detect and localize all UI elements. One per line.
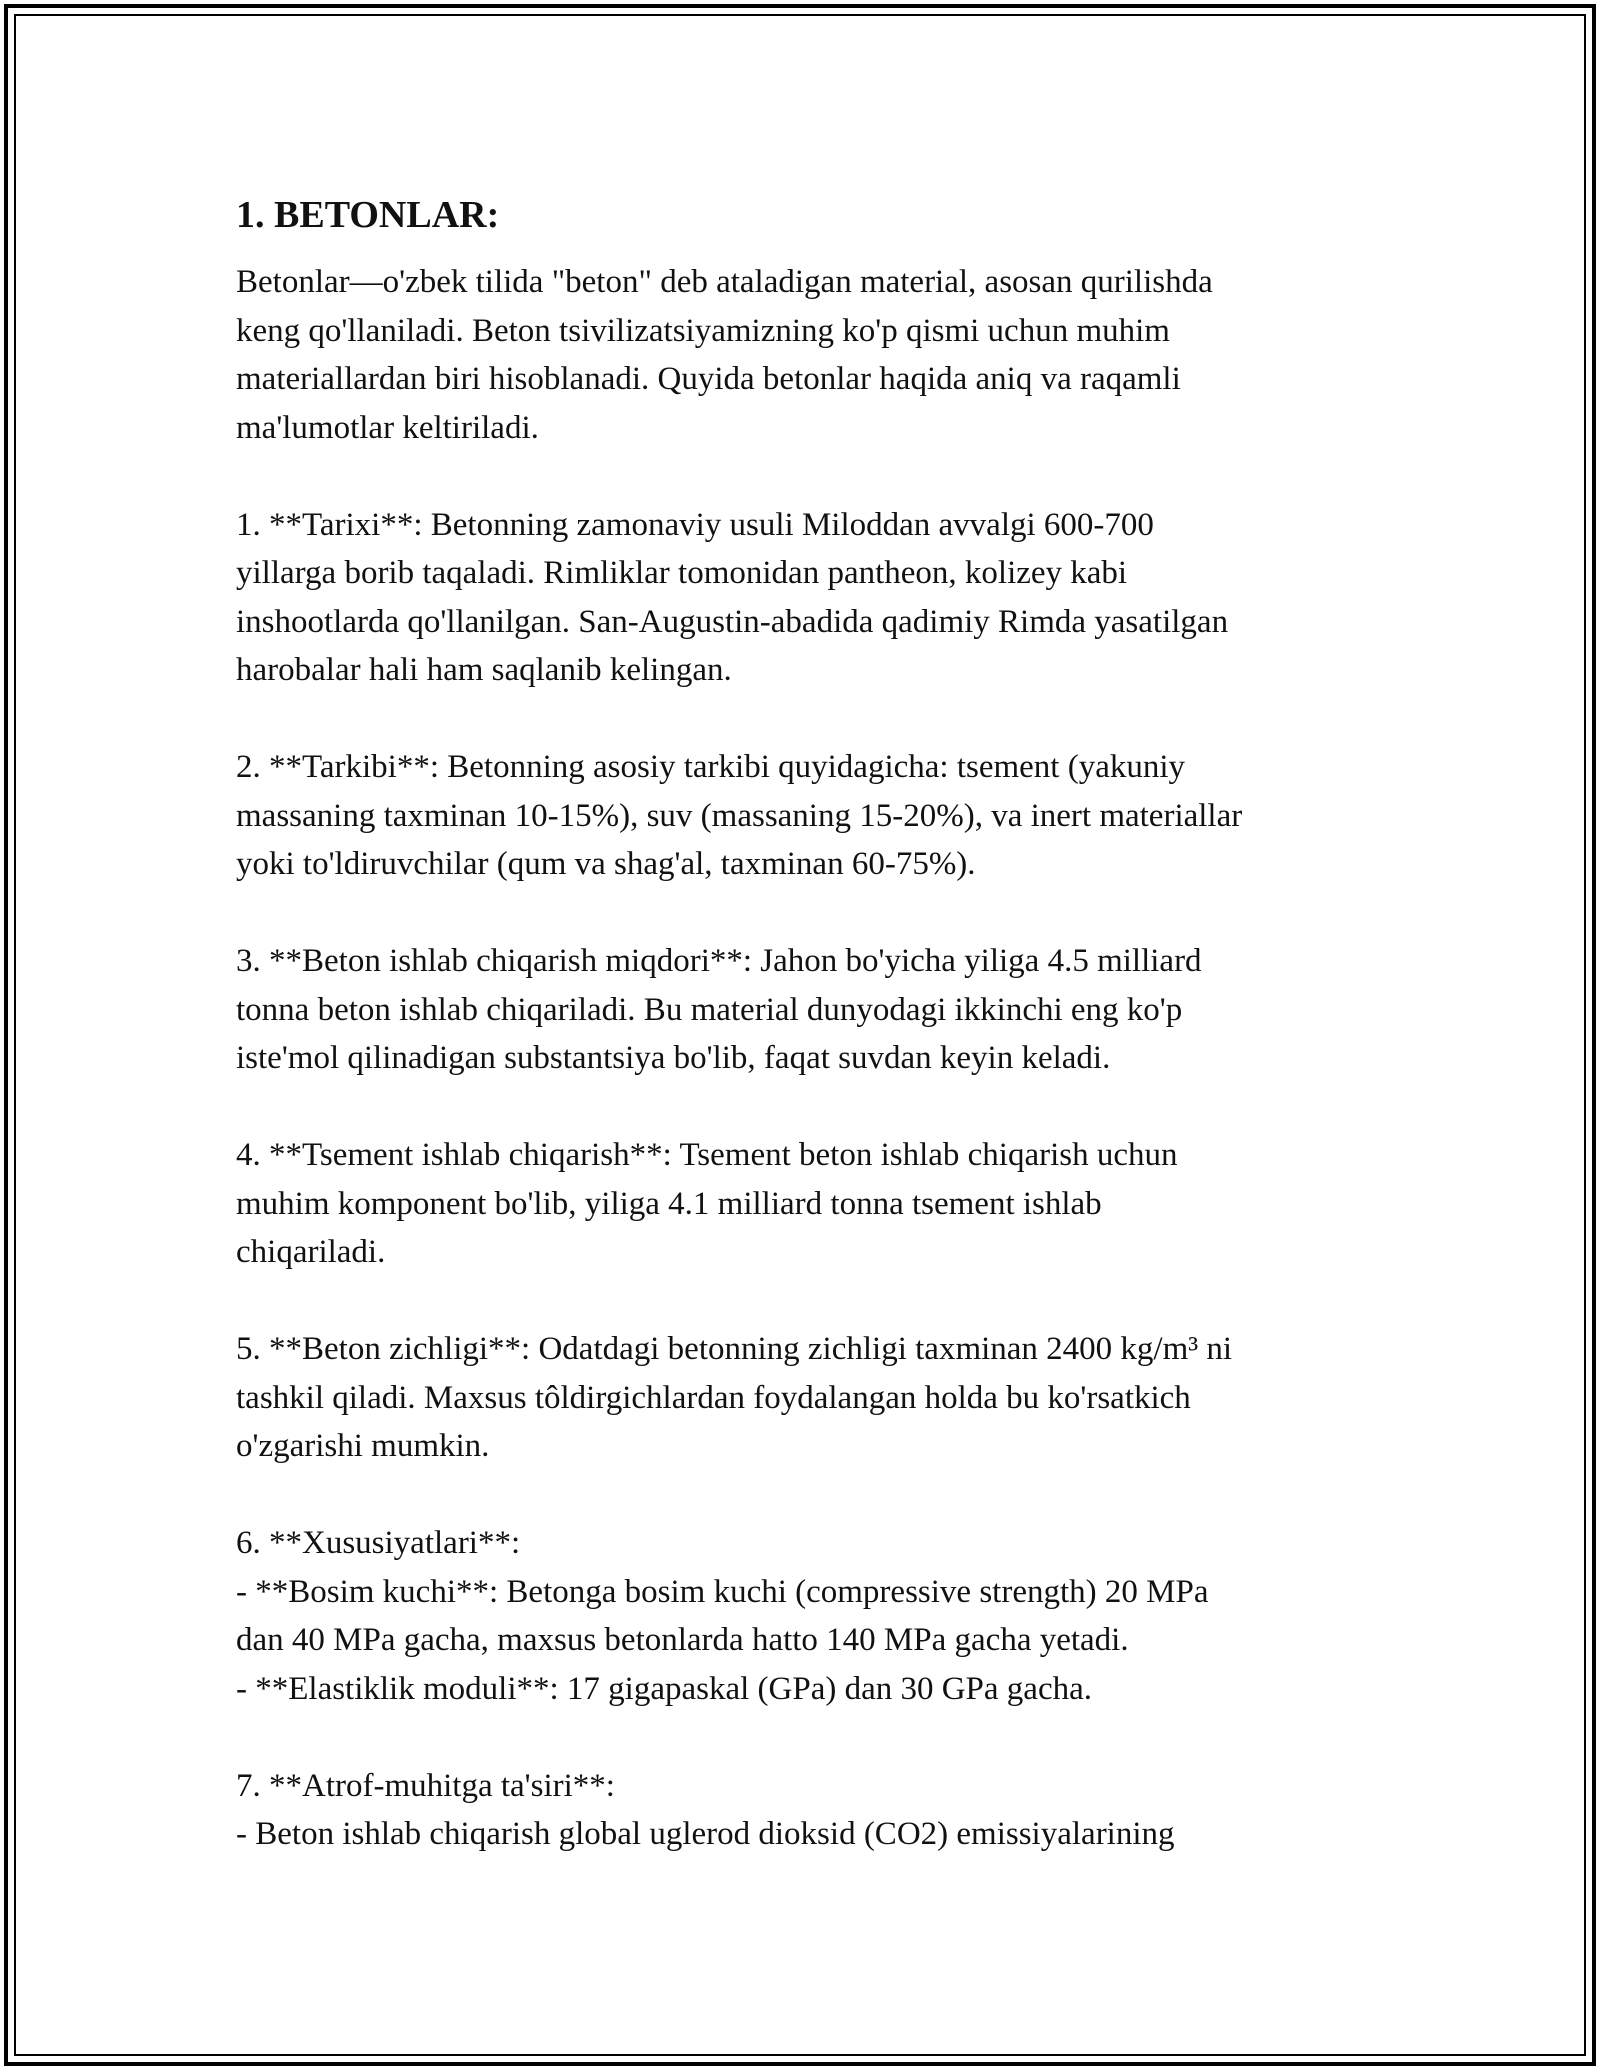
section-environmental-impact: 7. **Atrof-muhitga ta'siri**: - Beton ishlab chiqarish global uglerod dioksid (CO2) emissiyalarining — [236, 1767, 1175, 1852]
document-body — [236, 182, 1366, 1859]
paragraph-gap — [236, 695, 1366, 744]
paragraph-gap — [236, 1083, 1366, 1132]
section-history: 1. **Tarixi**: Betonning zamonaviy usuli Miloddan avvalgi 600-700 yillarga borib taqaladi. Rimliklar tomonidan pantheon, kolizey kabi inshootlarda qo'llanilgan. San-Augustin-abadida qadimiy Rimda yasatilgan harobalar hali ham saqlanib kelingan. — [236, 506, 1229, 688]
paragraph-gap — [236, 889, 1366, 938]
section-density: 5. **Beton zichligi**: Odatdagi betonning zichligi taxminan 2400 kg/m³ ni tashkil qiladi. Maxsus tôldirgichlardan foydalangan holda bu ko'rsatkich o'zgarishi mumkin. — [236, 1331, 1233, 1464]
paragraph-gap — [236, 1713, 1366, 1762]
paragraph-gap — [236, 1471, 1366, 1520]
document-title: 1. BETONLAR: — [236, 194, 500, 236]
section-properties: 6. **Xususiyatlari**: - **Bosim kuchi**: Betonga bosim kuchi (compressive strength) 20 MPa dan 40 MPa gacha, maxsus betonlarda hatto 140 MPa gacha yetadi. - **Elastiklik moduli**: 17 gigapaskal (GPa) dan 30 GPa gacha. — [236, 1525, 1209, 1707]
paragraph-gap — [236, 1277, 1366, 1326]
section-production-volume: 3. **Beton ishlab chiqarish miqdori**: Jahon bo'yicha yiliga 4.5 milliard tonna beton ishlab chiqariladi. Bu material dunyodagi ikkinchi eng ko'p iste'mol qilinadigan substantsiya bo'lib, faqat suvdan keyin keladi. — [236, 943, 1202, 1076]
paragraph-gap — [236, 452, 1366, 501]
intro-paragraph: Betonlar—o'zbek tilida "beton" deb ataladigan material, asosan qurilishda keng qo'llaniladi. Beton tsivilizatsiyamizning ko'p qismi uchun muhim materiallardan biri hisoblanadi. Quyida betonlar haqida aniq va raqamli ma'lumotlar keltiriladi. — [236, 264, 1213, 446]
section-cement-production: 4. **Tsement ishlab chiqarish**: Tsement beton ishlab chiqarish uchun muhim komponent bo'lib, yiliga 4.1 milliard tonna tsement ishlab chiqariladi. — [236, 1137, 1178, 1270]
section-composition: 2. **Tarkibi**: Betonning asosiy tarkibi quyidagicha: tsement (yakuniy massaning taxminan 10-15%), suv (massaning 15-20%), va inert materiallar yoki to'ldiruvchilar (qum va shag'al, taxminan 60-75%). — [236, 749, 1243, 882]
